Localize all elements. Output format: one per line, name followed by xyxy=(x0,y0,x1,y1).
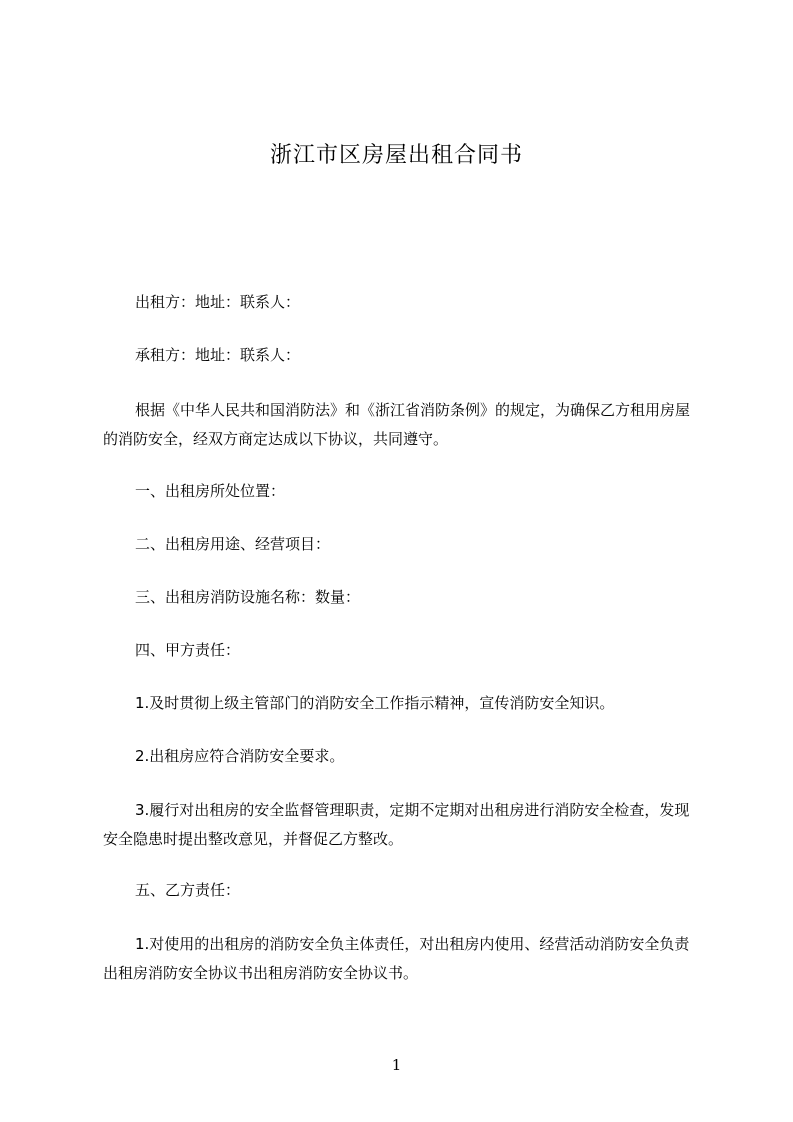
section-party-a-heading: 四、甲方责任： xyxy=(135,641,241,659)
party-a-item-3: 3.履行对出租房的安全监督管理职责，定期不定期对出租房进行消防安全检查，发现安全隐患时提出整改意见，并督促乙方整改。 xyxy=(103,801,690,848)
section-usage: 二、出租房用途、经营项目： xyxy=(135,535,331,553)
section-party-b-heading: 五、乙方责任： xyxy=(135,881,241,899)
party-a-item-2: 2.出租房应符合消防安全要求。 xyxy=(135,747,345,765)
party-a-item-1: 1.及时贯彻上级主管部门的消防安全工作指示精神，宣传消防安全知识。 xyxy=(135,694,615,712)
section-location: 一、出租房所处位置： xyxy=(135,482,286,500)
document-title: 浙江市区房屋出租合同书 xyxy=(269,143,523,168)
lessee-line: 承租方：地址：联系人： xyxy=(135,346,301,364)
lessor-line: 出租方：地址：联系人： xyxy=(135,293,301,311)
page-number: 1 xyxy=(391,1056,402,1074)
preamble-paragraph: 根据《中华人民共和国消防法》和《浙江省消防条例》的规定，为确保乙方租用房屋的消防安全，经双方商定达成以下协议，共同遵守。 xyxy=(103,401,691,448)
party-b-item-1: 1.对使用的出租房的消防安全负主体责任，对出租房内使用、经营活动消防安全负责出租房消防安全协议书出租房消防安全协议书。 xyxy=(103,935,690,982)
section-fire-facilities: 三、出租房消防设施名称：数量： xyxy=(135,588,361,606)
